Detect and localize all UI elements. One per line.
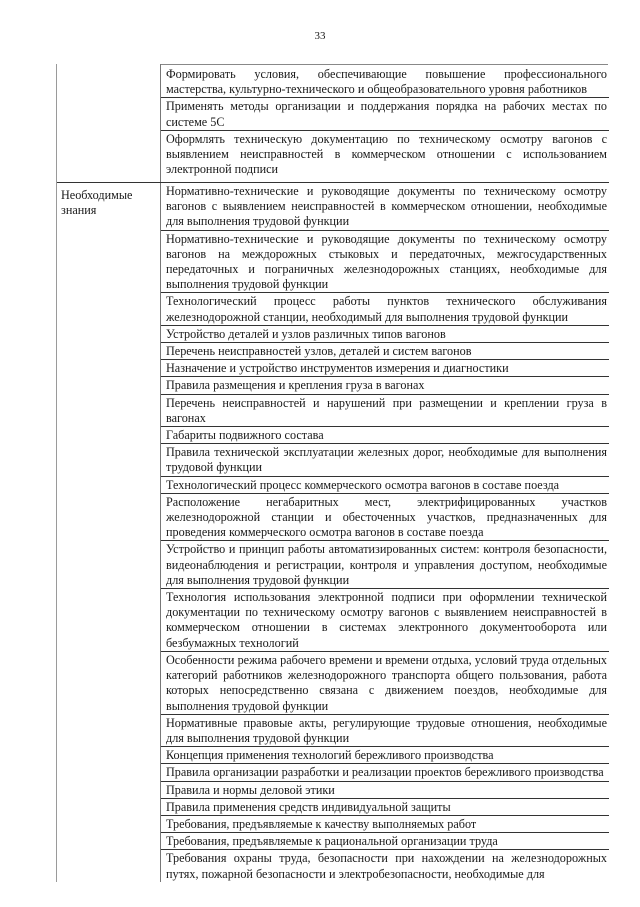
- knowledge-item: Перечень неисправностей узлов, деталей и систем вагонов: [161, 343, 609, 360]
- knowledge-item: Технологический процесс коммерческого осмотра вагонов в составе поезда: [161, 477, 609, 494]
- knowledge-item: Технология использования электронной подписи при оформлении технической документации по техническому осмотру вагонов с выявлением неисправностей в коммерческом отношении в системах электронного документооборота или безбумажных технологий: [161, 589, 609, 652]
- knowledge-list: [161, 183, 609, 882]
- knowledge-item: Требования охраны труда, безопасности при нахождении на железнодорожных путях, пожарной безопасности и электробезопасности, необходимые для: [166, 851, 607, 881]
- section-label: Необходимые знания: [61, 188, 133, 217]
- knowledge-item: Габариты подвижного состава: [161, 427, 609, 444]
- knowledge-item: Правила организации разработки и реализации проектов бережливого производства: [161, 764, 609, 781]
- skill-item: Оформлять техническую документацию по техническому осмотру вагонов с выявлением неисправностей в коммерческом отношении с использованием электронной подписи: [166, 131, 607, 177]
- knowledge-item: Технологический процесс работы пунктов технического обслуживания железнодорожной станции, необходимый для выполнения трудовой функции: [161, 293, 609, 325]
- knowledge-row: [57, 182, 609, 882]
- knowledge-item: Нормативно-технические и руководящие документы по техническому осмотру вагонов с выявлением неисправностей в коммерческом отношении, необходимые для выполнения трудовой функции: [161, 183, 609, 231]
- knowledge-item: Правила применения средств индивидуальной защиты: [161, 799, 609, 816]
- skills-list: [161, 64, 609, 182]
- knowledge-item: Правила размещения и крепления груза в вагонах: [161, 377, 609, 394]
- knowledge-item: Расположение негабаритных мест, электрифицированных участков железнодорожной станции и обесточенных участков, предназначенных для проведения коммерческого осмотра вагонов в составе поезда: [161, 494, 609, 542]
- page-number: 33: [314, 30, 326, 42]
- empty-label-cell: [57, 64, 161, 182]
- knowledge-item: Устройство и принцип работы автоматизированных систем: контроля безопасности, видеонаблюдения и регистрации, контроля и управления доступом, необходимые для выполнения трудовой функции: [161, 541, 609, 589]
- knowledge-item: Устройство деталей и узлов различных типов вагонов: [161, 326, 609, 343]
- skills-continuation-row: [57, 64, 609, 182]
- knowledge-item: Особенности режима рабочего времени и времени отдыха, условий труда отдельных категорий работников железнодорожного транспорта общего пользования, работа которых непосредственно связана с движением поездов, необходимые для выполнения трудовой функции: [161, 652, 609, 715]
- knowledge-item: Правила и нормы деловой этики: [161, 782, 609, 799]
- competency-table: [56, 64, 609, 882]
- knowledge-item: Нормативные правовые акты, регулирующие трудовые отношения, необходимые для выполнения трудовой функции: [161, 715, 609, 747]
- knowledge-item: Назначение и устройство инструментов измерения и диагностики: [161, 360, 609, 377]
- knowledge-item: Перечень неисправностей и нарушений при размещении и креплении груза в вагонах: [161, 395, 609, 427]
- knowledge-item: Правила технической эксплуатации железных дорог, необходимые для выполнения трудовой функции: [161, 444, 609, 476]
- knowledge-item: Нормативно-технические и руководящие документы по техническому осмотру вагонов на междорожных стыковых и передаточных, межгосударственных передаточных и пограничных железнодорожных станциях, необходимые для выполнения трудовой функции: [161, 231, 609, 294]
- knowledge-item: Концепция применения технологий бережливого производства: [161, 747, 609, 764]
- knowledge-item: Требования, предъявляемые к рациональной организации труда: [161, 833, 609, 850]
- skill-item: Применять методы организации и поддержания порядка на рабочих местах по системе 5С: [161, 98, 609, 130]
- section-label-cell: [57, 183, 161, 882]
- knowledge-item: Требования, предъявляемые к качеству выполняемых работ: [161, 816, 609, 833]
- skill-item: Формировать условия, обеспечивающие повышение профессионального мастерства, культурно-технического и общеобразовательного уровня работников: [161, 64, 609, 98]
